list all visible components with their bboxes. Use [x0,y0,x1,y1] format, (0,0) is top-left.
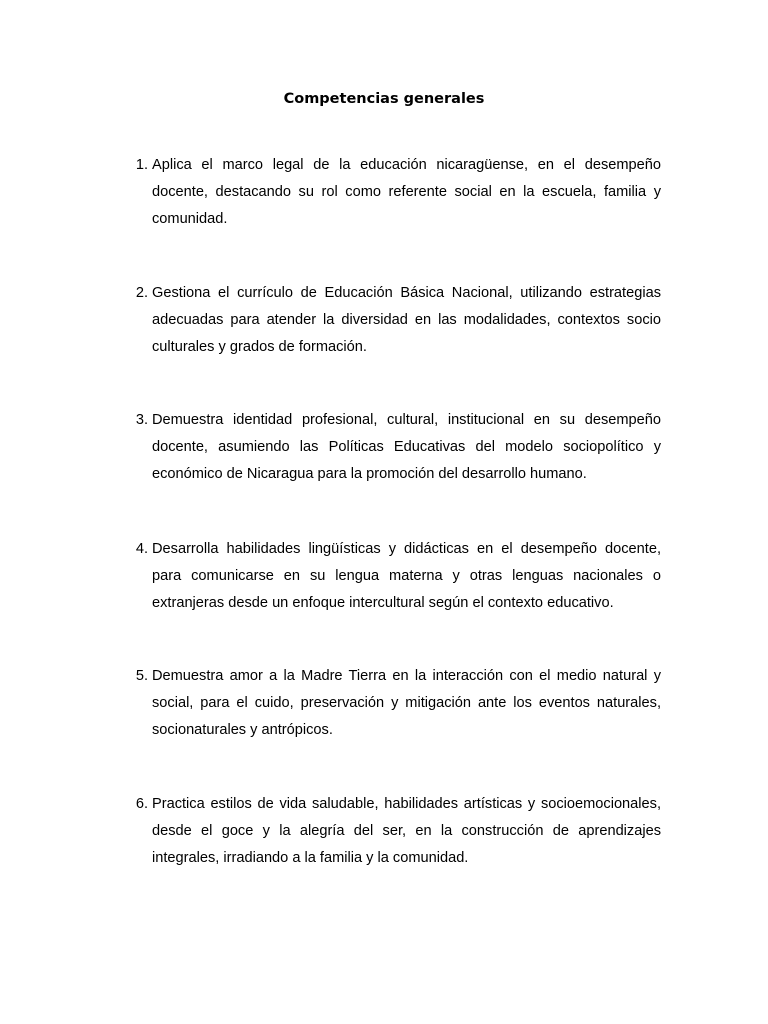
competency-text: Practica estilos de vida saludable, habilidades artísticas y socioemocionales, desde el goce y la alegría del ser, en la construcción de aprendizajes integrales, irradiando a la familia y la comunidad. [152,796,661,866]
competency-text: Demuestra identidad profesional, cultural, institucional en su desempeño docente, asumiendo las Políticas Educativas del modelo sociopolítico y económico de Nicaragua para la promoción del desarrollo humano. [152,412,661,482]
page-title: Competencias generales [283,91,485,107]
competency-text: Desarrolla habilidades lingüísticas y didácticas en el desempeño docente, para comunicarse en su lengua materna y otras lenguas nacionales o extranjeras desde un enfoque intercultural según el contexto educativo. [152,541,661,611]
competency-number: 1. [135,157,148,173]
competency-number: 4. [135,541,148,557]
competency-item-6 [126,791,662,872]
competency-number: 5. [135,668,148,684]
competency-item-5 [126,663,662,744]
competency-item-4 [126,536,662,617]
competency-text: Gestiona el currículo de Educación Básica Nacional, utilizando estrategias adecuadas para atender la diversidad en las modalidades, contextos socio culturales y grados de formación. [152,285,661,355]
competency-number: 2. [135,285,148,301]
competency-text: Aplica el marco legal de la educación nicaragüense, en el desempeño docente, destacando su rol como referente social en la escuela, familia y comunidad. [152,157,661,227]
competency-number: 6. [135,796,148,812]
competency-text: Demuestra amor a la Madre Tierra en la interacción con el medio natural y social, para el cuido, preservación y mitigación ante los eventos naturales, socionaturales y antrópicos. [152,668,661,738]
competency-item-1 [126,152,662,233]
competency-item-2 [126,280,662,361]
competency-item-3 [126,407,662,488]
competency-number: 3. [135,412,148,428]
